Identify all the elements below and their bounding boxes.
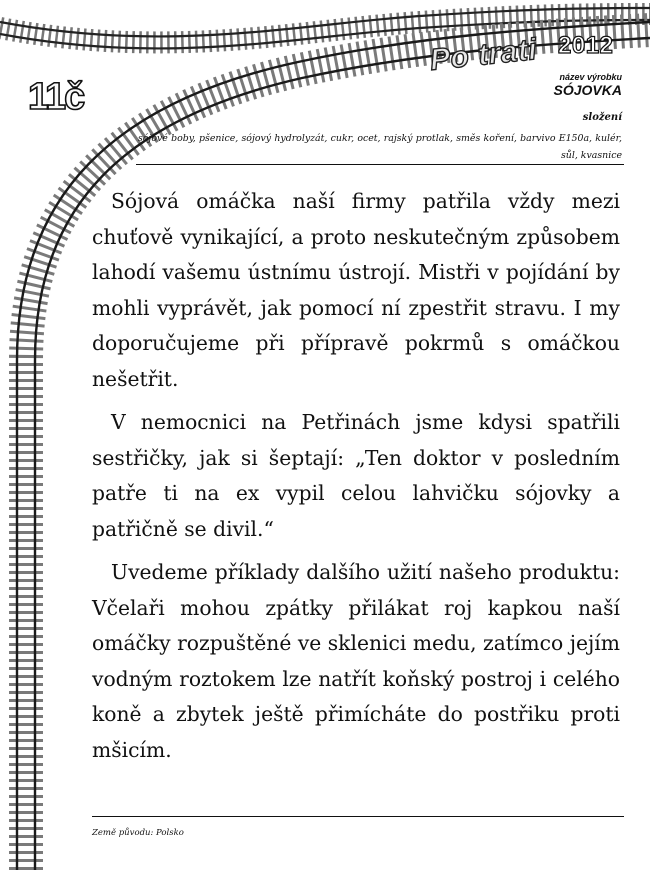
main-text	[92, 184, 620, 776]
product-label: název výrobku	[559, 72, 622, 82]
product-name: SÓJOVKA	[553, 82, 622, 98]
paragraph-2: V nemocnici na Petřinách jsme kdysi spatřili sestřičky, jak si šeptají: „Ten doktor v posledním patře ti na ex vypil celou lahvičku sójovky a patřičně se divil.“	[92, 410, 620, 541]
paragraph-3: Uvedeme příklady dalšího užití našeho produktu: Včelaři mohou zpátky přilákat roj kapkou naší omáčky rozpuštěné ve sklenici medu, zatímco jejím vodným roztokem lze natřít koňský postroj i celého koně a zbytek ještě přimícháte do postřiku proti mšicím.	[92, 560, 620, 762]
part-number: 11č	[28, 76, 84, 118]
ingredients-list: sójové boby, pšenice, sójový hydrolyzát, cukr, ocet, rajský protlak, směs koření, barvivo E150a, kulér, sůl, kvasnice	[138, 133, 622, 161]
paragraph-1: Sójová omáčka naší firmy patřila vždy mezi chuťově vynikající, a proto neskutečným způsobem lahodí vašemu ústnímu ústrojí. Mistři v pojídání by mohli vyprávět, jak pomocí ní zpestřit stravu. I my doporučujeme při přípravě pokrmů s omáčkou nešetřit.	[92, 189, 620, 391]
header-divider	[136, 164, 624, 165]
brand-year: 2012	[558, 32, 614, 59]
composition-label: složení	[582, 112, 622, 123]
footer-divider	[92, 816, 624, 817]
brand-title: Po trati	[428, 32, 539, 78]
country-of-origin: Země původu: Polsko	[92, 828, 184, 838]
